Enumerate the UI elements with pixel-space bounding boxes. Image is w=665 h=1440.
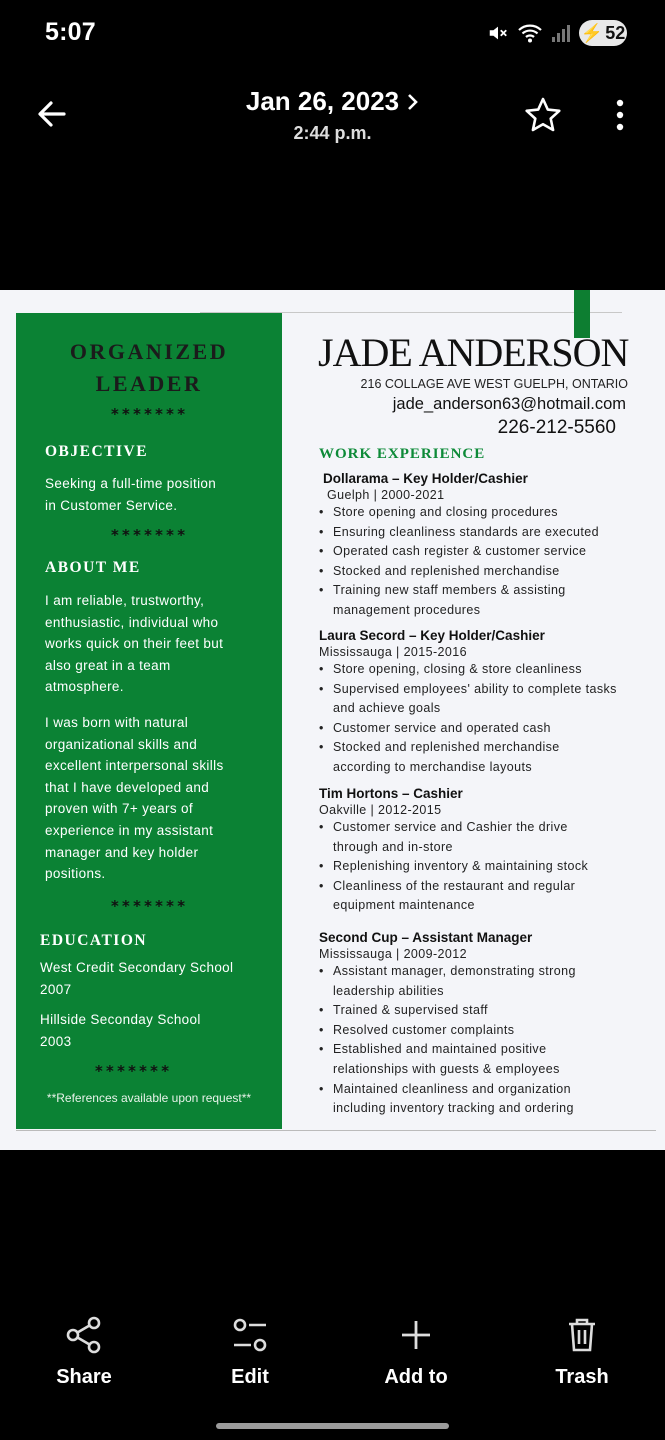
charging-icon: ⚡	[580, 22, 604, 43]
separator: *******	[110, 897, 188, 915]
edit-adjust-icon	[231, 1316, 269, 1354]
add-to-button[interactable]	[356, 1316, 476, 1389]
job-dollarama: Dollarama – Key Holder/Cashier Guelph | 2000-2021 • Store opening and closing procedures • Ensuring cleanliness standards are executed • Operated cash register & customer service • Stocked and replenished merchandise • Training new staff members & assisting management procedures	[323, 470, 653, 621]
add-to-label: Add to	[384, 1366, 448, 1388]
share-icon	[65, 1316, 103, 1354]
separator: *******	[110, 405, 188, 423]
education-school-1: West Credit Secondary School 2007	[40, 960, 234, 997]
mute-icon	[487, 22, 509, 44]
work-experience-title: WORK EXPERIENCE	[319, 446, 486, 462]
job-laura-secord: Laura Secord – Key Holder/Cashier Mississauga | 2015-2016 • Store opening, closing & store cleanliness • Supervised employees' ability to complete tasks and achieve goals • Customer service and operated cash • Stocked and replenished merchandise according to merchandise layouts	[319, 627, 649, 778]
status-icons	[487, 20, 627, 46]
trash-label: Trash	[555, 1366, 609, 1388]
edit-button[interactable]	[190, 1316, 310, 1389]
about-paragraph-1: I am reliable, trustworthy, enthusiastic, individual who works quick on their feet but also great in a team atmosphere.	[45, 593, 224, 695]
photo-time: 2:44 p.m.	[293, 123, 372, 143]
job-tim-hortons: Tim Hortons – Cashier Oakville | 2012-2015 • Customer service and Cashier the drive through and in-store • Replenishing inventory & maintaining stock • Cleanliness of the restaurant and regular equipment maintenance	[319, 785, 649, 916]
photo-date: Jan 26, 2023	[245, 86, 400, 116]
photo-viewer[interactable]	[0, 290, 665, 1150]
status-time: 5:07	[45, 18, 96, 46]
home-indicator[interactable]	[216, 1423, 449, 1429]
photo-info[interactable]	[0, 86, 665, 144]
signal-icon	[551, 23, 571, 43]
photo-date-button[interactable]	[246, 86, 419, 117]
headline-line-1: ORGANIZED	[69, 339, 229, 364]
resume-sidebar	[16, 313, 282, 1129]
favorite-star-icon[interactable]	[523, 95, 563, 135]
headline-line-2: LEADER	[95, 371, 203, 396]
trash-button[interactable]	[522, 1316, 642, 1389]
objective-text: Seeking a full-time position in Customer Service.	[45, 476, 217, 513]
education-school-2: Hillside Seconday School 2003	[40, 1012, 201, 1049]
more-options-icon[interactable]	[610, 98, 630, 132]
resume-phone: 226-212-5560	[497, 417, 616, 438]
resume-email: jade_anderson63@hotmail.com	[392, 395, 626, 413]
education-title: EDUCATION	[40, 932, 148, 949]
wifi-icon	[517, 22, 543, 44]
trash-icon	[563, 1316, 601, 1354]
resume-address: 216 COLLAGE AVE WEST GUELPH, ONTARIO	[360, 377, 628, 391]
separator: *******	[94, 1062, 172, 1080]
separator: *******	[110, 526, 188, 544]
about-title: ABOUT ME	[45, 559, 141, 576]
about-paragraph-2: I was born with natural organizational skills and excellent interpersonal skills that I have developed and proven with 7+ years of experience in my assistant manager and key holder positions.	[45, 715, 224, 882]
job-second-cup: Second Cup – Assistant Manager Mississauga | 2009-2012 • Assistant manager, demonstrating strong leadership abilities • Trained & supervised staff • Resolved customer complaints • Established and maintained positive relationships with guests & employees • Maintained cleanliness and organization including inventory tracking and ordering	[319, 929, 649, 1119]
battery-indicator	[579, 20, 627, 46]
share-label: Share	[56, 1366, 112, 1388]
objective-title: OBJECTIVE	[45, 443, 149, 460]
share-button[interactable]	[24, 1316, 144, 1389]
resume-name: JADE ANDERSON	[318, 330, 629, 375]
references-note: **References available upon request**	[46, 1091, 252, 1105]
edit-label: Edit	[231, 1366, 269, 1388]
resume-main	[282, 313, 656, 1129]
battery-level: 52	[605, 22, 626, 43]
plus-icon	[397, 1316, 435, 1354]
chevron-right-icon	[407, 93, 419, 111]
